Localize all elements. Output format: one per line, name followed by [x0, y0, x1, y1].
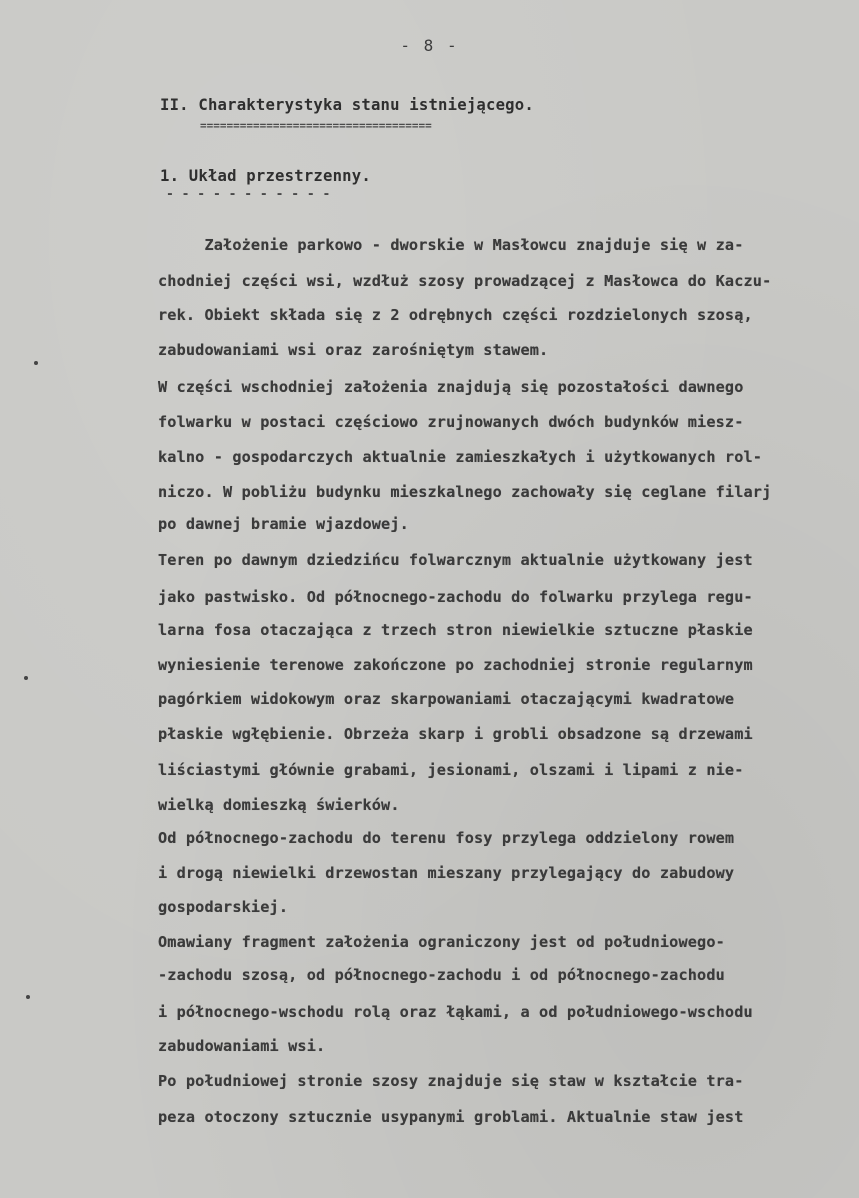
text-line: i północnego-wschodu rolą oraz łąkami, a od południowego-wschodu	[158, 1003, 753, 1021]
text-line: niczo. W pobliżu budynku mieszkalnego zachowały się ceglane filarj	[158, 483, 772, 501]
text-line: i drogą niewielki drzewostan mieszany przylegający do zabudowy	[158, 864, 735, 882]
text-line: pagórkiem widokowym oraz skarpowaniami otaczającymi kwadratowe	[158, 690, 735, 708]
punch-mark	[34, 361, 38, 365]
text-line: Omawiany fragment założenia ograniczony jest od południowego-	[158, 933, 725, 951]
text-line: po dawnej bramie wjazdowej.	[158, 515, 409, 533]
text-line: zabudowaniami wsi oraz zarośniętym stawem.	[158, 341, 549, 359]
text-line: płaskie wgłębienie. Obrzeża skarp i grobli obsadzone są drzewami	[158, 725, 753, 743]
text-line: wielką domieszką świerków.	[158, 796, 400, 814]
section-underline: ===================================	[200, 119, 432, 132]
text-line: larna fosa otaczająca z trzech stron niewielkie sztuczne płaskie	[158, 621, 753, 639]
text-line: folwarku w postaci częściowo zrujnowanych dwóch budynków miesz-	[158, 413, 744, 431]
page-number: - 8 -	[400, 36, 459, 55]
text-line: -zachodu szosą, od północnego-zachodu i od północnego-zachodu	[158, 966, 725, 984]
text-line: liściastymi głównie grabami, jesionami, olszami i lipami z nie-	[158, 761, 744, 779]
subsection-underline: - - - - - - - - - - -	[166, 187, 331, 202]
text-line: zabudowaniami wsi.	[158, 1037, 326, 1055]
text-line: kalno - gospodarczych aktualnie zamieszkałych i użytkowanych rol-	[158, 448, 763, 466]
text-line: gospodarskiej.	[158, 898, 289, 916]
text-line: wyniesienie terenowe zakończone po zachodniej stronie regularnym	[158, 656, 753, 674]
text-line: Teren po dawnym dziedzińcu folwarcznym aktualnie użytkowany jest	[158, 551, 753, 569]
text-line: peza otoczony sztucznie usypanymi groblami. Aktualnie staw jest	[158, 1108, 744, 1126]
text-line: Od północnego-zachodu do terenu fosy przylega oddzielony rowem	[158, 829, 735, 847]
punch-mark	[26, 995, 30, 999]
subsection-heading: 1. Układ przestrzenny.	[160, 167, 371, 185]
text-line: jako pastwisko. Od północnego-zachodu do folwarku przylega regu-	[158, 588, 753, 606]
punch-mark	[24, 676, 28, 680]
text-line: Po południowej stronie szosy znajduje się staw w kształcie tra-	[158, 1072, 744, 1090]
section-heading: II. Charakterystyka stanu istniejącego.	[160, 96, 534, 114]
text-line: W części wschodniej założenia znajdują się pozostałości dawnego	[158, 378, 744, 396]
text-line: rek. Obiekt składa się z 2 odrębnych części rozdzielonych szosą,	[158, 306, 753, 324]
text-line: chodniej części wsi, wzdłuż szosy prowadzącej z Masłowca do Kaczu-	[158, 272, 772, 290]
text-line: Założenie parkowo - dworskie w Masłowcu znajduje się w za-	[158, 236, 744, 254]
